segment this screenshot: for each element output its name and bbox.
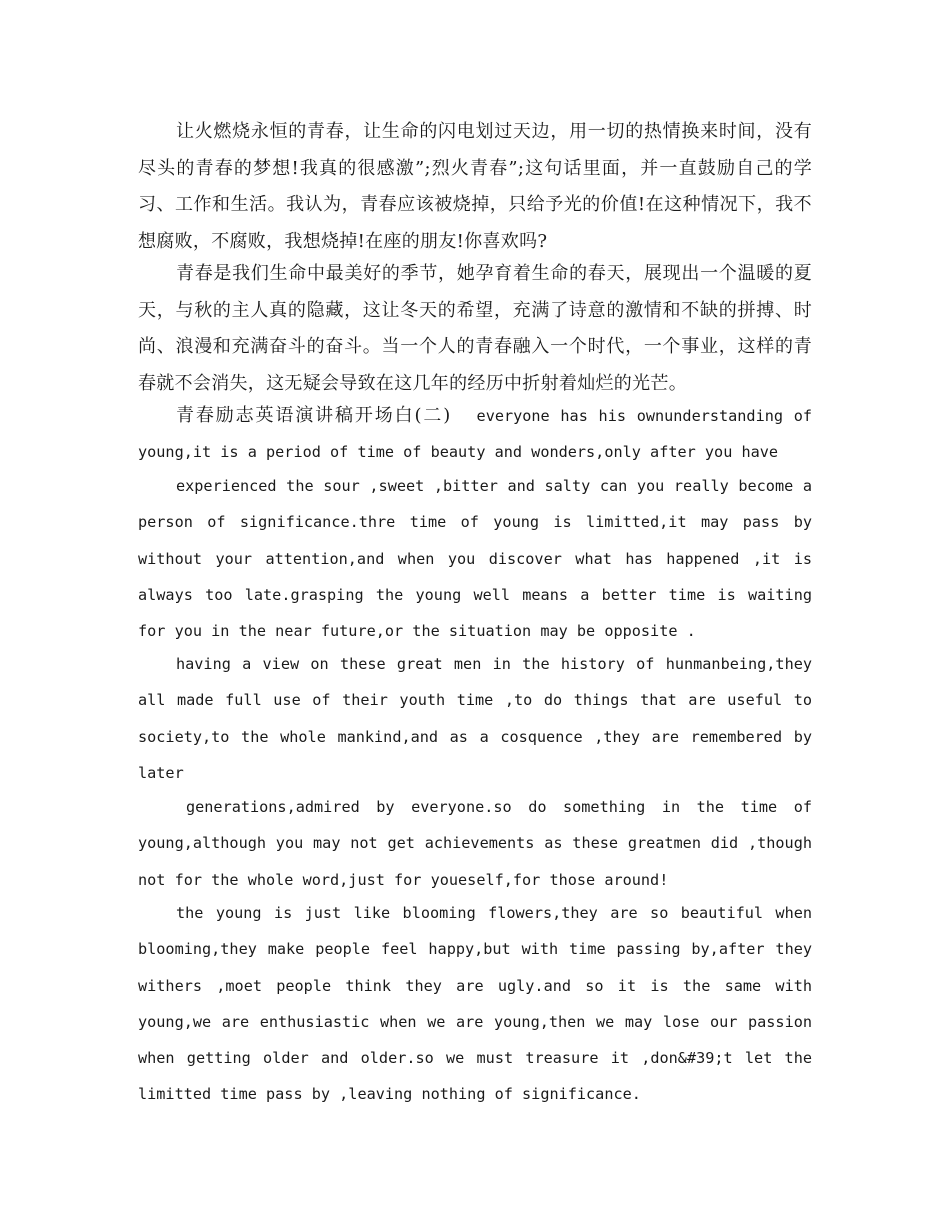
paragraph-speech-opening	[138, 398, 812, 471]
paragraph-generations: generations,admired by everyone.so do something in the time of young,although you may not get achievements as these greatmen did ,though not for the whole word,just for youeself,for those around!	[138, 798, 812, 889]
paragraph-fire-youth: 让火燃烧永恒的青春，让生命的闪电划过天边，用一切的热情换来时间，没有尽头的青春的梦想!我真的很感激”;烈火青春”;这句话里面，并一直鼓励自己的学习、工作和生活。我认为，青春应该被烧掉，只给予光的价值!在这种情况下，我不想腐败，不腐败，我想烧掉!在座的朋友!你喜欢吗?	[138, 121, 812, 252]
section-heading: 青春励志英语演讲稿开场白(二)	[176, 405, 451, 426]
paragraph-blooming-flowers: the young is just like blooming flowers,they are so beautiful when blooming,they make people feel happy,but with time passing by,after they withers ,moet people think they are ugly.and so it is the same with young,we are enthusiastic when we are young,then we may lose our passion when getting older and older.so we must treasure it ,don&#39;t let the limitted time pass by ,leaving nothing of significance.	[138, 904, 812, 1104]
paragraph-great-men: having a view on these great men in the history of hunmanbeing,they all made full use of their youth time ,to do things that are useful to society,to the whole mankind,and as a cosquence ,they are remembered by later	[138, 655, 812, 782]
paragraph-sour-sweet: experienced the sour ,sweet ,bitter and salty can you really become a person of significance.thre time of young is limitted,it may pass by without your attention,and when you discover what has happened ,it is always too late.grasping the young well means a better time is waiting for you in the near future,or the situation may be opposite .	[138, 477, 812, 641]
paragraph-youth-season: 青春是我们生命中最美好的季节，她孕育着生命的春天，展现出一个温暖的夏天，与秋的主人真的隐藏，这让冬天的希望，充满了诗意的激情和不缺的拼搏、时尚、浪漫和充满奋斗的奋斗。当一个人的青春融入一个时代，一个事业，这样的青春就不会消失，这无疑会导致在这几年的经历中折射着灿烂的光芒。	[138, 263, 812, 394]
opening-sentence: everyone has his ownunderstanding of young,it is a period of time of beauty and wonders,only after you have	[138, 407, 813, 462]
